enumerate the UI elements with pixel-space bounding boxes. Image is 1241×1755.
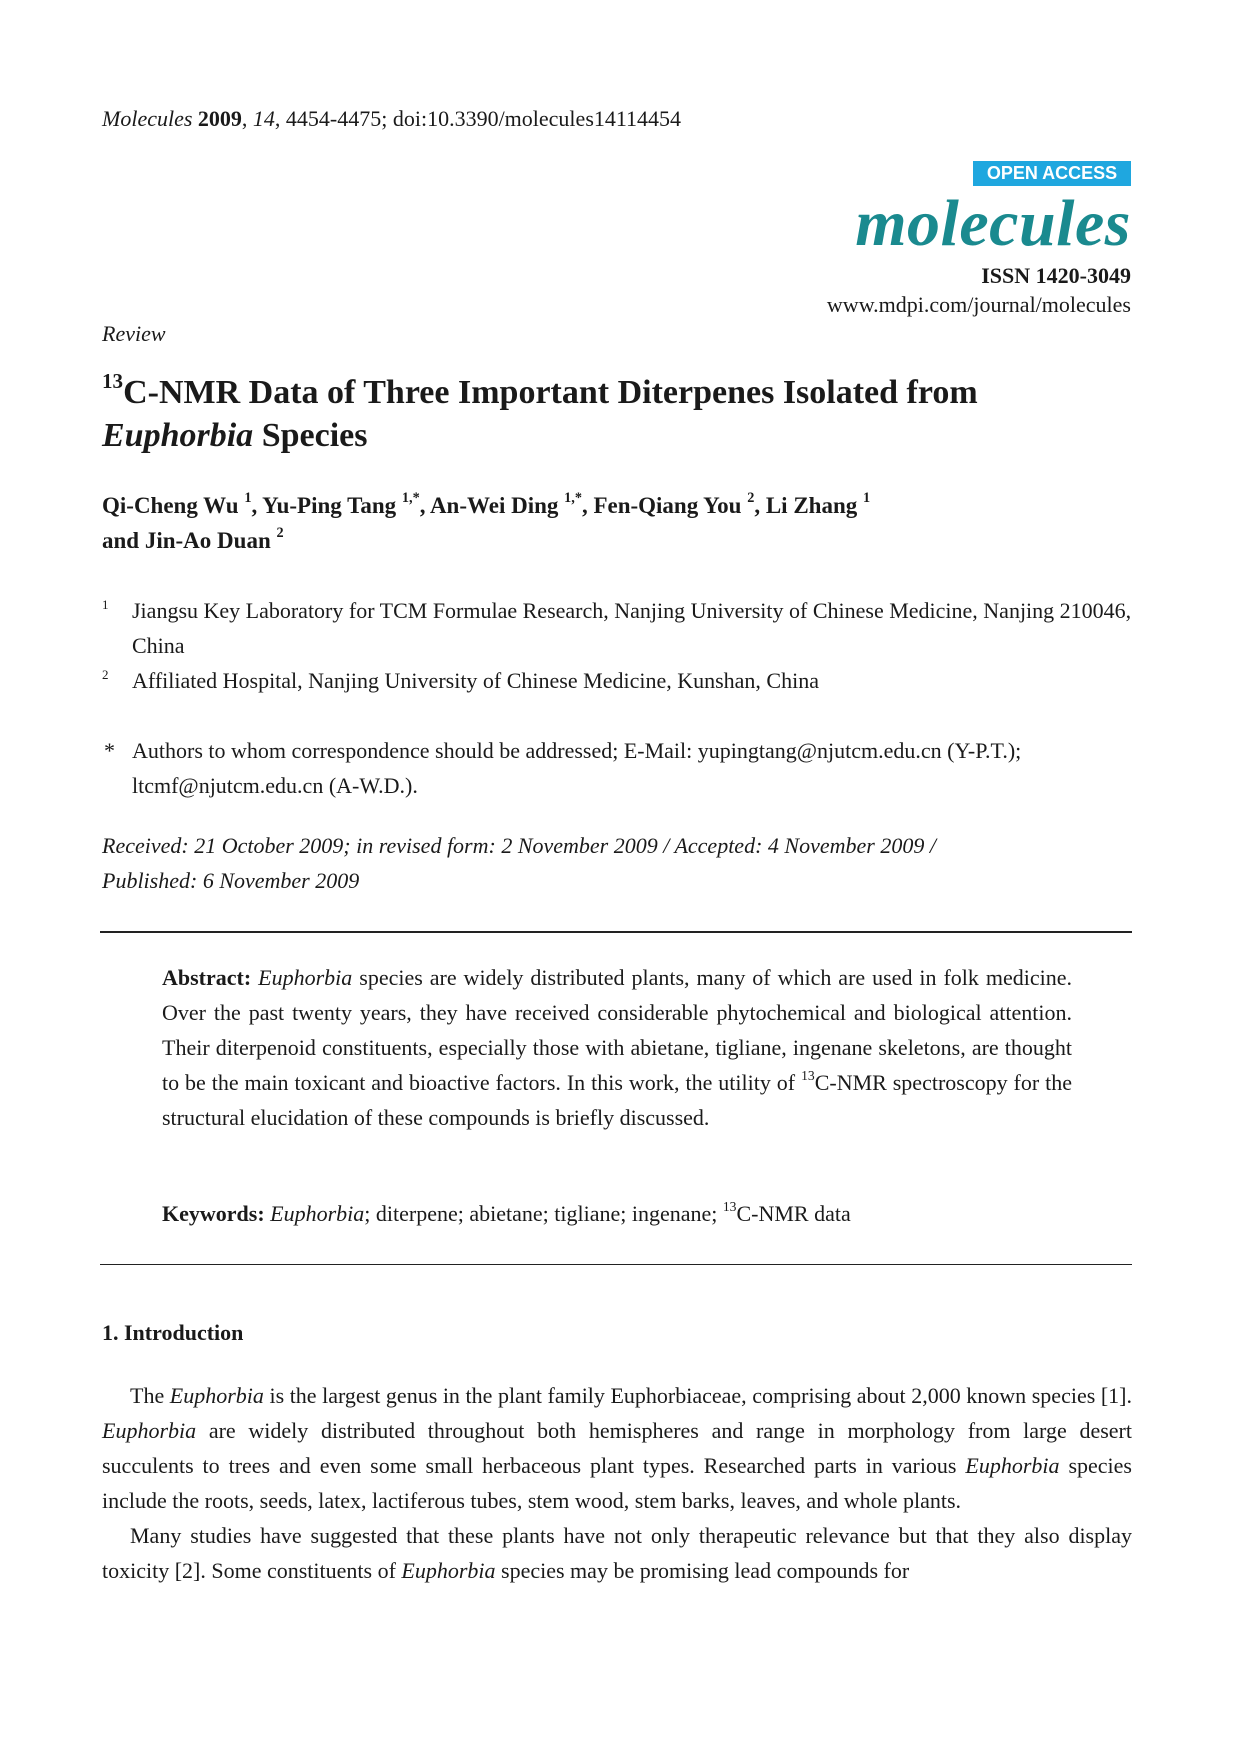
affiliation-2: [102, 663, 1142, 698]
keywords-isotope: 13: [722, 1198, 737, 1214]
text-run: species may be promising lead compounds for: [495, 1558, 910, 1583]
abstract-label: Abstract:: [162, 965, 252, 990]
text-run: is the largest genus in the plant family Euphorbiaceae, comprising about 2,000 known species [1].: [263, 1383, 1132, 1408]
citation-line: Molecules 2009, 14, 4454-4475; doi:10.3390/molecules14114454: [102, 106, 682, 131]
author-name: An-Wei Ding: [429, 493, 559, 518]
author-name: Yu-Ping Tang: [262, 493, 397, 518]
abstract-text-1: species are widely distributed plants, many of which are used in folk medicine. Over the past twenty years, they have received considerable phytochemical and biological attention. Their diterpenoid constituents, especially those with abietane, tigliane, ingenane skeletons, are thought to be the main toxicant and bioactive factors. In this work, the utility of: [162, 965, 1073, 1095]
genus-name: Euphorbia: [401, 1558, 496, 1583]
author-mark: 1,*: [564, 490, 582, 507]
author-name: Li Zhang: [765, 493, 858, 518]
author-conjunction: and: [102, 528, 140, 553]
paper-title: [102, 368, 1142, 457]
journal-logo: molecules: [855, 187, 1131, 260]
paragraph: [102, 1378, 1132, 1518]
author-name: Jin-Ao Duan: [144, 528, 271, 553]
abstract: [162, 960, 1072, 1135]
keywords-list: ; diterpene; abietane; tigliane; ingenane;: [364, 1201, 723, 1226]
genus-name: Euphorbia: [102, 1418, 197, 1443]
keywords: [162, 1196, 1072, 1231]
keywords-last: C-NMR data: [736, 1201, 851, 1226]
affiliation-text: Jiangsu Key Laboratory for TCM Formulae Research, Nanjing University of Chinese Medicine, Nanjing 210046, China: [132, 598, 1132, 658]
issn: ISSN 1420-3049: [981, 263, 1131, 288]
paragraph: [102, 1518, 1132, 1588]
author-mark: 1: [244, 490, 252, 507]
correspondence-text: Authors to whom correspondence should be addressed; E-Mail: yupingtang@njutcm.edu.cn (Y-P.T.); ltcmf@njutcm.edu.cn (A-W.D.).: [132, 738, 1022, 798]
dates-received: Received: 21 October 2009; in revised form: 2 November 2009 / Accepted: 4 November 2009 /: [102, 833, 936, 858]
text-run: species include the roots, seeds, latex, lactiferous tubes, stem wood, stem barks, leaves, and whole plants.: [102, 1453, 1132, 1513]
publication-dates: [102, 828, 1142, 898]
author-mark: 1: [863, 490, 871, 507]
title-line2: Species: [253, 417, 368, 454]
genus-name: Euphorbia: [169, 1383, 264, 1408]
author-mark: 2: [276, 525, 284, 542]
affiliation-text: Affiliated Hospital, Nanjing University of Chinese Medicine, Kunshan, China: [132, 668, 819, 693]
introduction-body: [102, 1378, 1132, 1588]
author-name: Fen-Qiang You: [593, 493, 742, 518]
correspondence-note: [102, 733, 1142, 803]
citation-journal: Molecules: [102, 106, 193, 131]
section-heading: 1. Introduction: [102, 1320, 244, 1345]
text-run: The: [130, 1383, 170, 1408]
dates-published: Published: 6 November 2009: [102, 868, 360, 893]
affiliation-mark: 1: [102, 597, 109, 612]
divider-top: [100, 931, 1132, 933]
genus-name: Euphorbia: [965, 1453, 1060, 1478]
author-name: Qi-Cheng Wu: [102, 493, 239, 518]
keywords-label: Keywords:: [162, 1201, 265, 1226]
journal-url[interactable]: www.mdpi.com/journal/molecules: [826, 292, 1131, 317]
article-type: Review: [102, 321, 166, 346]
open-access-badge: OPEN ACCESS: [973, 161, 1131, 186]
affiliation-1: [102, 593, 1142, 663]
author-list: Qi-Cheng Wu $^1$, Yu-Ping Tang $^{1,*}$, An-Wei Ding $^{1,*}$, Fen-Qiang You $^2$, Li Zhang $^1$ and Jin-Ao Duan $^2$: [102, 490, 871, 553]
citation-year: 2009: [197, 106, 242, 131]
abstract-isotope: 13: [801, 1067, 815, 1083]
abstract-genus: Euphorbia: [258, 965, 353, 990]
text-run: are widely distributed throughout both hemispheres and range in morphology from large desert succulents to trees and even some small herbaceous plant types. Researched parts in various: [102, 1418, 1132, 1478]
citation-pages-doi: , 4454-4475; doi:10.3390/molecules14114454: [274, 106, 682, 131]
citation-volume: 14: [252, 106, 275, 131]
author-mark: 2: [747, 490, 755, 507]
title-isotope: 13: [102, 368, 124, 393]
keywords-genus: Euphorbia: [270, 1201, 365, 1226]
author-mark: 1,*: [401, 490, 420, 507]
affiliation-mark: 2: [102, 667, 109, 682]
divider-bottom: [100, 1264, 1132, 1265]
correspondence-mark: *: [104, 738, 115, 763]
title-line1: C-NMR Data of Three Important Diterpenes Isolated from: [123, 374, 978, 411]
text-run: Many studies have suggested that these plants have not only therapeutic relevance but that they also display toxicity [2]. Some constituents of: [102, 1523, 1132, 1583]
abstract-text-2: C-NMR spectroscopy for the structural elucidation of these compounds is briefly discussed.: [162, 1070, 1073, 1130]
title-genus: Euphorbia: [102, 417, 254, 454]
